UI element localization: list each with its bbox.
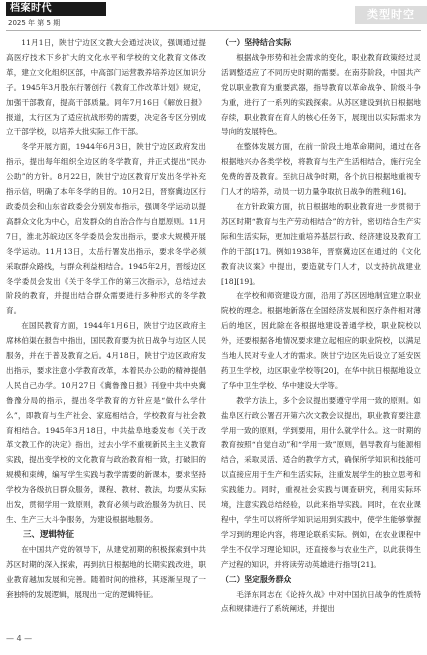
left-column [6, 36, 206, 602]
page-header [0, 0, 427, 34]
paragraph: 11月1日，陕甘宁边区文教大会通过决议，强调通过提高医疗技术下乡扩大的文化水平和学校的文化教育文体改革，建立文化组织区部，中高部门运营教养培养边区加识分子。1945年3月股东行署创行《教育工作改革计划》规定，加强干部教育，提高干部质量。同年7月16日《解放日报》报道，太行区为了适应抗战形势的需要，决定各专区分别成立干部学校，以培养大批实际工作干部。 [6, 38, 206, 137]
right-column [221, 36, 421, 617]
page-number: — 4 — [6, 634, 33, 643]
subsection-heading: （二）坚定服务群众 [221, 574, 292, 584]
paragraph: 在国民教育方面，1944年1月6日，陕甘宁边区政府主席林伯渠在报告中指出，国民教育要为抗日战争与边区人民服务，并在于普及教育之后。4月18日，陕甘宁边区政府发出指示，要求注意小学教育改革，本着民办公助的精神提倡人民自己办学。10月27日《冀鲁豫日报》刊登中共中央冀鲁豫分局的指示，提出冬学教育的方针应是“做什么学什么”，即教育与生产社会、家庭相结合，学校教育与社会教育相结合。1945年3月18日，中共盐阜地委发布《关于改革文教工作的决定》指出，过去小学不重视新民主主义教育实践，提出变学校的文化教育与政治教育相一致，打破旧的规模和束缚，编写学生实践与教学需要的新课本，要求坚持学校为各级抗日群众服务，课程、教材、教法，均要从实际出发，贯彻学用一致原则，教育必须与政治服务为抗日、民生、生产三大斗争服务，为建设根据地服务。 [6, 321, 206, 524]
paragraph: 教学方法上，多个会议提出要遵守学用一致的原则。如盐阜区行政公署召开第六次文教会议提出，职业教育要注意学用一致的原则，学到要用，用什么就学什么。这一时期的教育按照“自觉自动”和“学用一致”原则，倡导教育与能源相结合，采取灵活、适合的教学方式，确保所学知识和技能可以直接应用于生产和生活实际，注重发展学生的独立思考和实践能力。同时，重视社会实践与调查研究，利用实际环境，注意实践总结经验，以此来指导实践。同时，在农业课程中，学生可以将所学知识运用到实践中，使学生能够掌握学习到的理论内容，将理论联系实际。例如，在农业课程中学生不仅学习理论知识，还直接参与农业生产，以此获得生产过程的知识，并将读劳动英雄进行指导[21]。 [221, 395, 421, 569]
paragraph: 毛泽东同志在《论持久战》中对中国抗日战争的性质特点和规律进行了系统阐述，并提出 [221, 589, 421, 614]
section-tag: 类型时空 [355, 6, 427, 24]
paragraph: 冬学开展方面，1944年6月3日，陕甘宁边区政府发出指示，提出每年组织全边区的冬学教育，并正式提出“民办公助”的方针。8月22日，陕甘宁边区教育厅发出冬学补充指示信，明确了本年冬学的目的。10月2日，晋察冀边区行政委员会和山东省政委会分别发布指示，强调冬学运动以提高群众文化为中心，启发群众的自治合作与自愿原则。11月7日，淮北苏皖边区冬学委员会发出指示，要求大规模开展冬学运动。11月13日，太岳行署发出指示，要求冬学必须采取群众路线，与群众利益相结合。1945年2月，晋绥边区冬学委员会发出《关于冬学工作的第三次指示》，总结过去阶段的教育，并提出结合群众需要进行多种形式的冬学教育。 [6, 142, 206, 316]
paragraph: 在中国共产党的领导下，从建党初期的积极探索到中共苏区时期的深入探索，再到抗日根据地的长期实践改进，职业教育越加发展和完善。随着时间的推移，其逐渐呈现了一套独特的发展逻辑，展现出一定的逻辑特征。 [6, 544, 206, 599]
section-heading: 三、逻辑特征 [23, 529, 75, 540]
paragraph: 在学校和师资建设方面，沿用了苏区因地制宜建立职业院校的理念。根据地新落在全国经济发展和医疗条件相对薄后的地区，因此除在各根据地建设普通学校，职业院校以外，还要根据各地情况要求建立起相应的职业院校，以满足当地人民对专业人才的需求。陕甘宁边区先后设立了延安医药卫生学校，边区职业学校等[20]，在华中抗日根据地设立了华中卫生学校、华中建设大学等。 [221, 291, 421, 390]
paragraph: 在方针政策方面，抗日根据地的职业教育进一步贯彻于苏区时期“教育与生产劳动相结合”的方针，密切结合生产实际和生活实际，更加注重培养基层行政、经济建设及教育工作的干部[17]。例如1938年，晋察冀边区在通过的《文化教育决议案》中提出，要造就专门人才，以支持抗战建业[18][19]。 [221, 201, 421, 286]
subsection-heading: （一）坚持结合实际 [221, 38, 292, 47]
journal-logo: 档案时代 [6, 2, 106, 16]
paragraph: 根据战争形势和社会需求的变化，职业教育政策经过灵活调整适应了不同历史时期的需要。在南芬阶段，中国共产党以职业教育为重要武器，指导教育以革命战争、阶级斗争为重，进行了一系列的实践探索。从苏区建设到抗日根据地存续，职业教育在育人的核心任务下，展现出以实际需求为导向的发展特色。 [221, 52, 421, 137]
issue-label: 2025 年 第 5 期 [8, 19, 61, 27]
header-divider [6, 30, 421, 31]
paragraph: 在整体发展方面，在前一阶段土地革命期间，通过在各根据地兴办各类学校，将教育与生产生活相结合，施行完全免费的普及教育。至抗日战争时期，各个抗日根据地重视专门人才的培养，动员一切力量争取抗日战争的胜利[16]。 [221, 142, 421, 197]
